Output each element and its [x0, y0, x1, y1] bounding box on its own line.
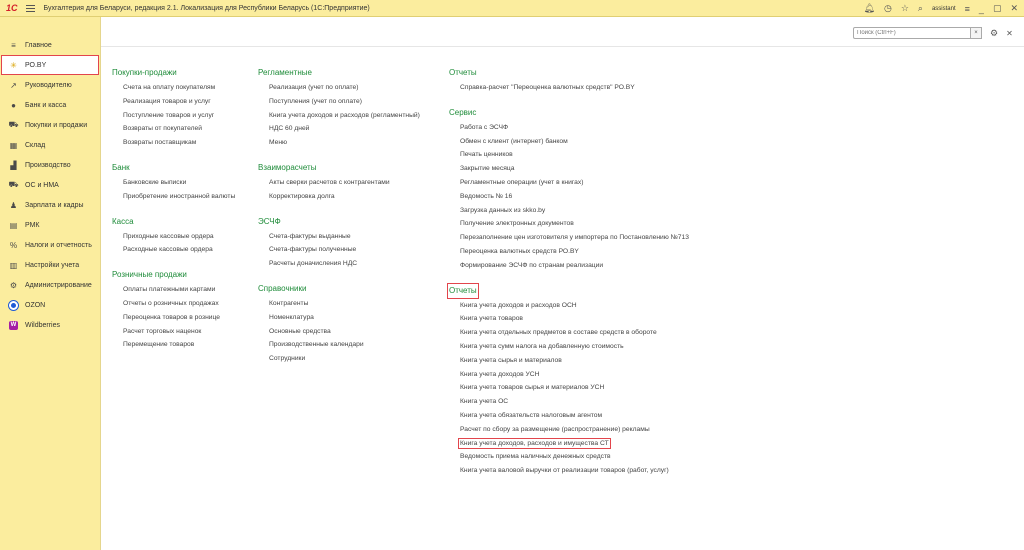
sidebar-item-9[interactable]: [0, 215, 100, 235]
nav-link[interactable]: [112, 283, 235, 297]
nav-link-label: Сотрудники: [269, 355, 306, 363]
bell-icon[interactable]: 🔔︎: [863, 3, 875, 13]
nav-link-label: Контрагенты: [269, 299, 309, 307]
nav-link-label: Книга учета доходов и расходов ОСН: [460, 301, 577, 309]
nav-link-label: Закрытие месяца: [460, 165, 515, 173]
nav-link[interactable]: [449, 204, 689, 218]
nav-link[interactable]: [258, 311, 420, 325]
sidebar-item-label: Производство: [25, 161, 71, 169]
section-heading: Справочники: [258, 283, 307, 293]
nav-link[interactable]: [449, 354, 689, 368]
settings-book-icon: ▥: [9, 260, 18, 270]
nav-link-label: НДС 60 дней: [269, 125, 310, 133]
maximize-icon[interactable]: ▢: [992, 3, 1002, 13]
nav-link-label: Книга учета доходов и расходов (регламентный): [269, 111, 420, 119]
nav-link[interactable]: [449, 81, 689, 95]
column-2: [258, 67, 420, 366]
sections-panel: [0, 17, 101, 550]
search-icon[interactable]: ⌕: [917, 3, 923, 13]
nav-link[interactable]: [112, 109, 235, 123]
window-title: Бухгалтерия для Беларуси, редакция 2.1. Локализация для Республики Беларусь (1С:Предприятие): [43, 4, 370, 12]
nav-link[interactable]: [112, 122, 235, 136]
wildberries-icon: W: [10, 322, 17, 328]
nav-link-label: Работа с ЭСЧФ: [460, 123, 509, 131]
sidebar-item-label: Зарплата и кадры: [25, 201, 84, 209]
nav-link-label: Возвраты от покупателей: [123, 125, 202, 133]
title-bar: [0, 0, 1024, 17]
nav-link[interactable]: [449, 231, 689, 245]
sidebar-item-8[interactable]: [0, 195, 100, 215]
sidebar-item-13[interactable]: [0, 295, 100, 315]
nav-link[interactable]: [258, 81, 420, 95]
function-panel: [101, 17, 1024, 550]
ozon-icon: [9, 301, 18, 310]
sidebar-item-label: Wildberries: [25, 321, 61, 329]
nav-link[interactable]: [449, 423, 689, 437]
sidebar-item-3[interactable]: [0, 95, 100, 115]
nav-link-label: Корректировка долга: [269, 192, 335, 200]
gear-icon[interactable]: ⚙: [990, 27, 999, 38]
nav-link[interactable]: [258, 230, 420, 244]
section-heading: Банк: [112, 162, 130, 172]
nav-link-label: Переоценка товаров в рознице: [123, 313, 220, 321]
history-icon[interactable]: ◷: [883, 3, 892, 13]
app-logo: 1С: [6, 3, 18, 13]
nav-link-label: Ведомость № 16: [460, 192, 513, 200]
column-3: [449, 67, 689, 478]
nav-link[interactable]: [112, 95, 235, 109]
sidebar-item-5[interactable]: [0, 135, 100, 155]
nav-link[interactable]: [112, 136, 235, 150]
nav-link[interactable]: [258, 176, 420, 190]
nav-link-label: Книга учета доходов УСН: [460, 370, 540, 378]
nav-link[interactable]: [258, 257, 420, 271]
register-icon: ▤: [9, 220, 18, 230]
content-toolbar: [101, 17, 1024, 47]
nav-link[interactable]: [449, 340, 689, 354]
section-heading: Розничные продажи: [112, 270, 187, 280]
nav-link[interactable]: [258, 243, 420, 257]
nav-link-label: Поступления (учет по оплате): [269, 97, 362, 105]
nav-link-label: Загрузка данных из skko.by: [460, 206, 546, 214]
nav-link-label: Книга учета валовой выручки от реализации товаров (работ, услуг): [460, 467, 669, 475]
sidebar-item-label: Администрирование: [25, 281, 92, 289]
nav-link-label: Поступление товаров и услуг: [123, 111, 215, 119]
warehouse-icon: ▦: [9, 140, 18, 150]
nav-link[interactable]: [258, 338, 420, 352]
nav-link[interactable]: [112, 176, 235, 190]
nav-link-label: Книга учета обязательств налоговым агентом: [460, 411, 603, 419]
gear-icon: ⚙: [9, 280, 18, 290]
section-heading: Касса: [112, 216, 134, 226]
section-heading: Отчеты: [449, 68, 477, 77]
nav-link-label: Печать ценников: [460, 151, 513, 159]
nav-link-label: Переоценка валютных средств РО.BY: [460, 247, 579, 255]
search-input[interactable]: [853, 27, 971, 39]
hamburger-icon: ≡: [11, 40, 16, 50]
section-heading: Регламентные: [258, 68, 312, 77]
nav-link-label: Получение электронных документов: [460, 220, 574, 228]
sidebar-item-label: ОС и НМА: [25, 181, 59, 189]
nav-link[interactable]: [449, 450, 689, 464]
nav-link[interactable]: [449, 312, 689, 326]
sidebar-item-4[interactable]: [0, 115, 100, 135]
user-name[interactable]: assistant: [931, 5, 956, 12]
clear-search-icon[interactable]: ×: [971, 27, 982, 39]
nav-link-label: Книга учета доходов, расходов и имущества СТ: [460, 439, 609, 447]
nav-link[interactable]: [258, 136, 420, 150]
close-icon[interactable]: ✕: [1006, 28, 1013, 38]
sidebar-item-label: Банк и касса: [25, 101, 67, 109]
nav-link[interactable]: [112, 243, 235, 257]
nav-link[interactable]: [112, 230, 235, 244]
nav-link-label: Книга учета сырья и материалов: [460, 356, 562, 364]
nav-link[interactable]: [449, 190, 689, 204]
nav-link-label: Основные средства: [269, 327, 331, 335]
trend-icon: ↗: [10, 80, 17, 90]
nav-link-label: Справка-расчет "Переоценка валютных средств" РО.BY: [460, 84, 635, 91]
nav-link-label: Книга учета товаров: [460, 315, 523, 323]
nav-link[interactable]: [258, 122, 420, 136]
nav-link[interactable]: [449, 217, 689, 231]
truck-icon: ⛟: [8, 180, 19, 189]
nav-link-label: Акты сверки расчетов с контрагентами: [269, 178, 390, 186]
nav-link[interactable]: [258, 109, 420, 123]
sidebar-item-label: OZON: [25, 301, 46, 309]
nav-link-label: Оплаты платежными картами: [123, 286, 216, 294]
sidebar-item-6[interactable]: [0, 155, 100, 175]
nav-link-label: Расчет по сбору за размещение (распространение) рекламы: [460, 425, 650, 433]
cart-icon: ⛟: [8, 120, 19, 129]
sparkle-icon: ✳: [10, 60, 17, 70]
nav-link[interactable]: [258, 190, 420, 204]
nav-link[interactable]: [112, 190, 235, 204]
nav-link[interactable]: [258, 325, 420, 339]
nav-link[interactable]: [112, 311, 235, 325]
nav-link-label: Книга учета сумм налога на добавленную стоимость: [460, 342, 624, 350]
sidebar-item-label: РМК: [25, 221, 40, 229]
nav-link-label: Банковские выписки: [123, 178, 187, 186]
nav-link-label: Перемещение товаров: [123, 341, 195, 349]
nav-link-label: Расчеты доначисления НДС: [269, 260, 358, 268]
nav-link-label: Регламентные операции (учет в книгах): [460, 178, 584, 186]
sidebar-item-10[interactable]: [0, 235, 100, 255]
sidebar-item-label: Склад: [25, 141, 46, 149]
nav-link-label: Счета-фактуры выданные: [269, 232, 351, 240]
nav-link-label: Расходные кассовые ордера: [123, 246, 213, 254]
main-menu-icon[interactable]: [26, 5, 35, 12]
nav-link[interactable]: [449, 437, 689, 451]
nav-link[interactable]: [449, 395, 689, 409]
nav-link-label: Номенклатура: [269, 313, 314, 321]
close-window-icon[interactable]: ✕: [1010, 3, 1018, 13]
nav-link[interactable]: [112, 338, 235, 352]
nav-link-label: Книга учета ОС: [460, 398, 509, 406]
sidebar-item-label: Руководителю: [25, 81, 72, 89]
nav-link-label: Формирование ЭСЧФ по странам реализации: [460, 261, 604, 269]
section-heading: Сервис: [449, 107, 477, 117]
nav-link-label: Приобретение иностранной валюты: [123, 192, 236, 200]
star-icon[interactable]: ☆: [900, 3, 909, 13]
sidebar-item-1[interactable]: [1, 55, 99, 75]
minimize-icon[interactable]: _: [978, 3, 984, 14]
sidebar-item-0[interactable]: [0, 35, 100, 55]
sidebar-item-2[interactable]: [0, 75, 100, 95]
nav-link-label: Обмен с клиент (интернет) банком: [460, 137, 568, 145]
nav-link-label: Перезаполнение цен изготовителя у импортера по Постановлению №713: [460, 234, 689, 242]
nav-link[interactable]: [449, 259, 689, 273]
sidebar-item-label: Покупки и продажи: [25, 121, 88, 129]
nav-link[interactable]: [112, 297, 235, 311]
nav-link-label: Книга учета отдельных предметов в составе средств в обороте: [460, 329, 657, 337]
nav-link-label: Производственные календари: [269, 341, 364, 349]
person-icon: ♟: [9, 200, 18, 210]
nav-link[interactable]: [449, 176, 689, 190]
nav-link-label: Счета на оплату покупателям: [123, 84, 216, 91]
nav-link-label: Меню: [269, 139, 288, 147]
nav-link[interactable]: [449, 409, 689, 423]
sidebar-item-label: Настройки учета: [25, 261, 80, 269]
section-heading: Покупки-продажи: [112, 68, 177, 77]
nav-link[interactable]: [449, 245, 689, 259]
sidebar-item-label: Налоги и отчетность: [25, 241, 92, 249]
nav-link[interactable]: [449, 326, 689, 340]
nav-link[interactable]: [449, 464, 689, 478]
settings-menu-icon[interactable]: ≡: [964, 3, 970, 14]
nav-link[interactable]: [258, 297, 420, 311]
nav-link[interactable]: [112, 325, 235, 339]
nav-link[interactable]: [112, 81, 235, 95]
sidebar-item-11[interactable]: [0, 255, 100, 275]
sidebar-item-12[interactable]: [0, 275, 100, 295]
sidebar-item-14[interactable]: [0, 315, 100, 335]
nav-link[interactable]: [258, 95, 420, 109]
column-1: [112, 67, 235, 352]
nav-link[interactable]: [449, 368, 689, 382]
nav-link[interactable]: [449, 121, 689, 135]
coins-icon: ●: [11, 100, 16, 110]
percent-icon: %: [9, 240, 18, 250]
nav-link-label: Счета-фактуры полученные: [269, 246, 357, 254]
factory-icon: ▟: [10, 160, 17, 170]
sidebar-item-label: Главное: [25, 41, 52, 49]
section-heading: Взаиморасчеты: [258, 162, 317, 172]
nav-link-label: Книга учета товаров сырья и материалов УСН: [460, 384, 605, 392]
nav-link-label: Реализация товаров и услуг: [123, 97, 211, 105]
nav-link-label: Возвраты поставщикам: [123, 139, 197, 147]
nav-link-label: Реализация (учет по оплате): [269, 84, 359, 91]
nav-link-label: Ведомость приема наличных денежных средств: [460, 453, 611, 461]
nav-link[interactable]: [258, 352, 420, 366]
nav-link[interactable]: [449, 381, 689, 395]
nav-link-label: Отчеты о розничных продажах: [123, 299, 219, 307]
section-heading: Отчеты: [449, 285, 477, 295]
nav-link[interactable]: [449, 135, 689, 149]
sidebar-item-7[interactable]: [0, 175, 100, 195]
nav-link[interactable]: [449, 299, 689, 313]
section-heading: ЭСЧФ: [258, 216, 281, 226]
nav-link[interactable]: [449, 148, 689, 162]
nav-link[interactable]: [449, 162, 689, 176]
nav-link-label: Расчет торговых наценок: [123, 327, 202, 335]
nav-link-label: Приходные кассовые ордера: [123, 232, 214, 240]
sidebar-item-label: РО.BY: [25, 61, 47, 69]
